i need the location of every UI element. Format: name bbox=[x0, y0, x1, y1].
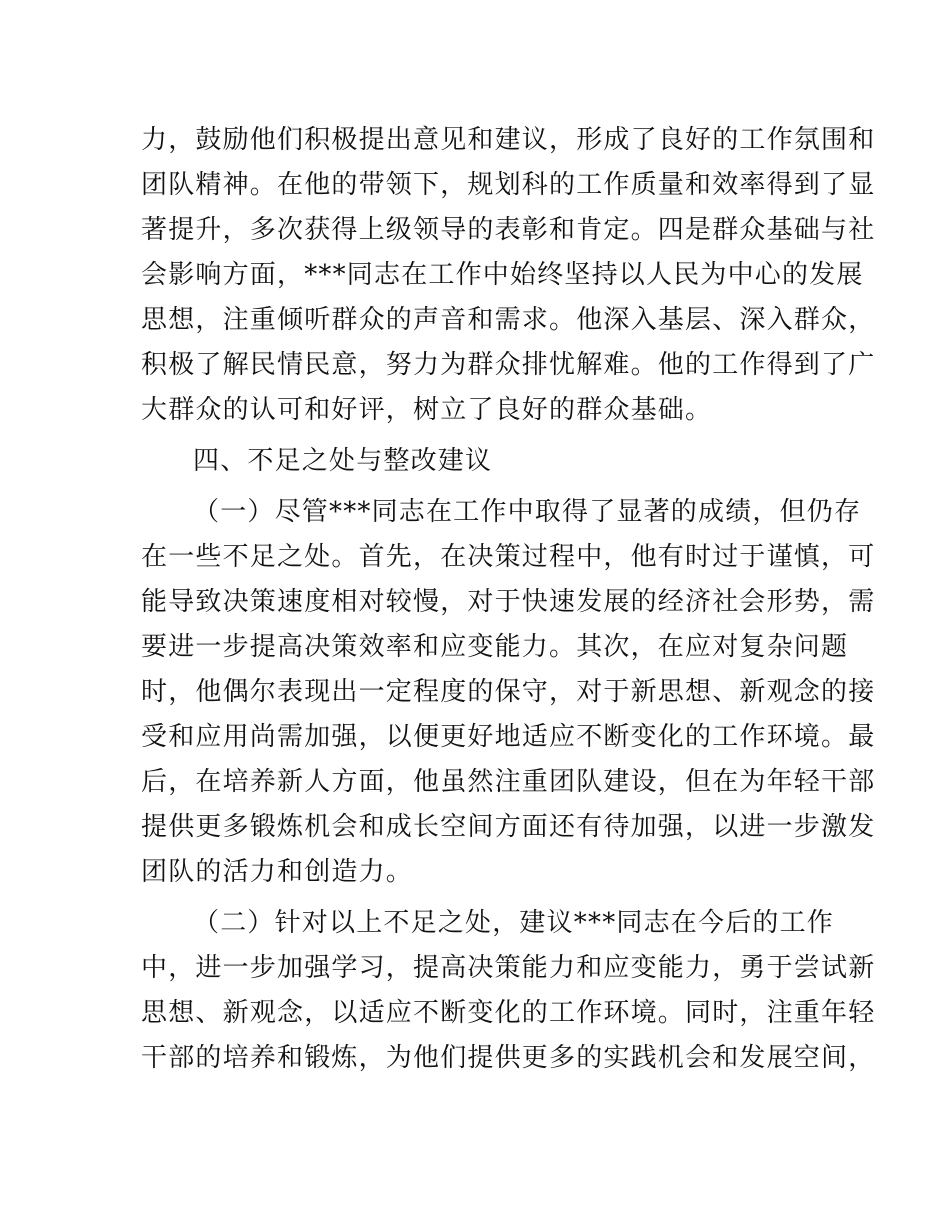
text-line: 干部的培养和锻炼，为他们提供更多的实践机会和发展空间， bbox=[141, 1043, 876, 1073]
text-line: 著提升，多次获得上级领导的表彰和肯定。四是群众基础与社 bbox=[141, 215, 876, 245]
text-line: 团队的活力和创造力。 bbox=[141, 857, 414, 887]
text-line: 思想、新观念，以适应不断变化的工作环境。同时，注重年轻 bbox=[141, 998, 876, 1028]
text-line: 能导致决策速度相对较慢，对于快速发展的经济社会形势，需 bbox=[141, 587, 876, 617]
text-line: （二）针对以上不足之处，建议***同志在今后的工作 bbox=[193, 908, 835, 938]
text-line: 积极了解民情民意，努力为群众排忧解难。他的工作得到了广 bbox=[141, 350, 876, 380]
text-line: 力，鼓励他们积极提出意见和建议，形成了良好的工作氛围和 bbox=[141, 125, 876, 155]
text-line: 团队精神。在他的带领下，规划科的工作质量和效率得到了显 bbox=[141, 170, 876, 200]
text-line: 会影响方面，***同志在工作中始终坚持以人民为中心的发展 bbox=[141, 260, 864, 290]
document-body bbox=[141, 118, 876, 1081]
text-line: 要进一步提高决策效率和应变能力。其次，在应对复杂问题 bbox=[141, 632, 849, 662]
text-line: 时，他偶尔表现出一定程度的保守，对于新思想、新观念的接 bbox=[141, 677, 876, 707]
paragraph-suggestions bbox=[141, 901, 876, 1081]
text-line: （一）尽管***同志在工作中取得了显著的成绩，但仍存 bbox=[193, 497, 862, 527]
text-line: 提供更多锻炼机会和成长空间方面还有待加强，以进一步激发 bbox=[141, 812, 876, 842]
section-heading-text: 四、不足之处与整改建议 bbox=[193, 446, 493, 476]
text-line: 思想，注重倾听群众的声音和需求。他深入基层、深入群众， bbox=[141, 305, 876, 335]
text-line: 大群众的认可和好评，树立了良好的群众基础。 bbox=[141, 395, 713, 425]
section-heading bbox=[141, 439, 811, 484]
text-line: 中，进一步加强学习，提高决策能力和应变能力，勇于尝试新 bbox=[141, 953, 876, 983]
text-line: 后，在培养新人方面，他虽然注重团队建设，但在为年轻干部 bbox=[141, 767, 876, 797]
paragraph-group-basis bbox=[141, 118, 876, 433]
text-line: 在一些不足之处。首先，在决策过程中，他有时过于谨慎，可 bbox=[141, 542, 876, 572]
paragraph-shortcomings bbox=[141, 490, 876, 895]
text-line: 受和应用尚需加强，以便更好地适应不断变化的工作环境。最 bbox=[141, 722, 876, 752]
